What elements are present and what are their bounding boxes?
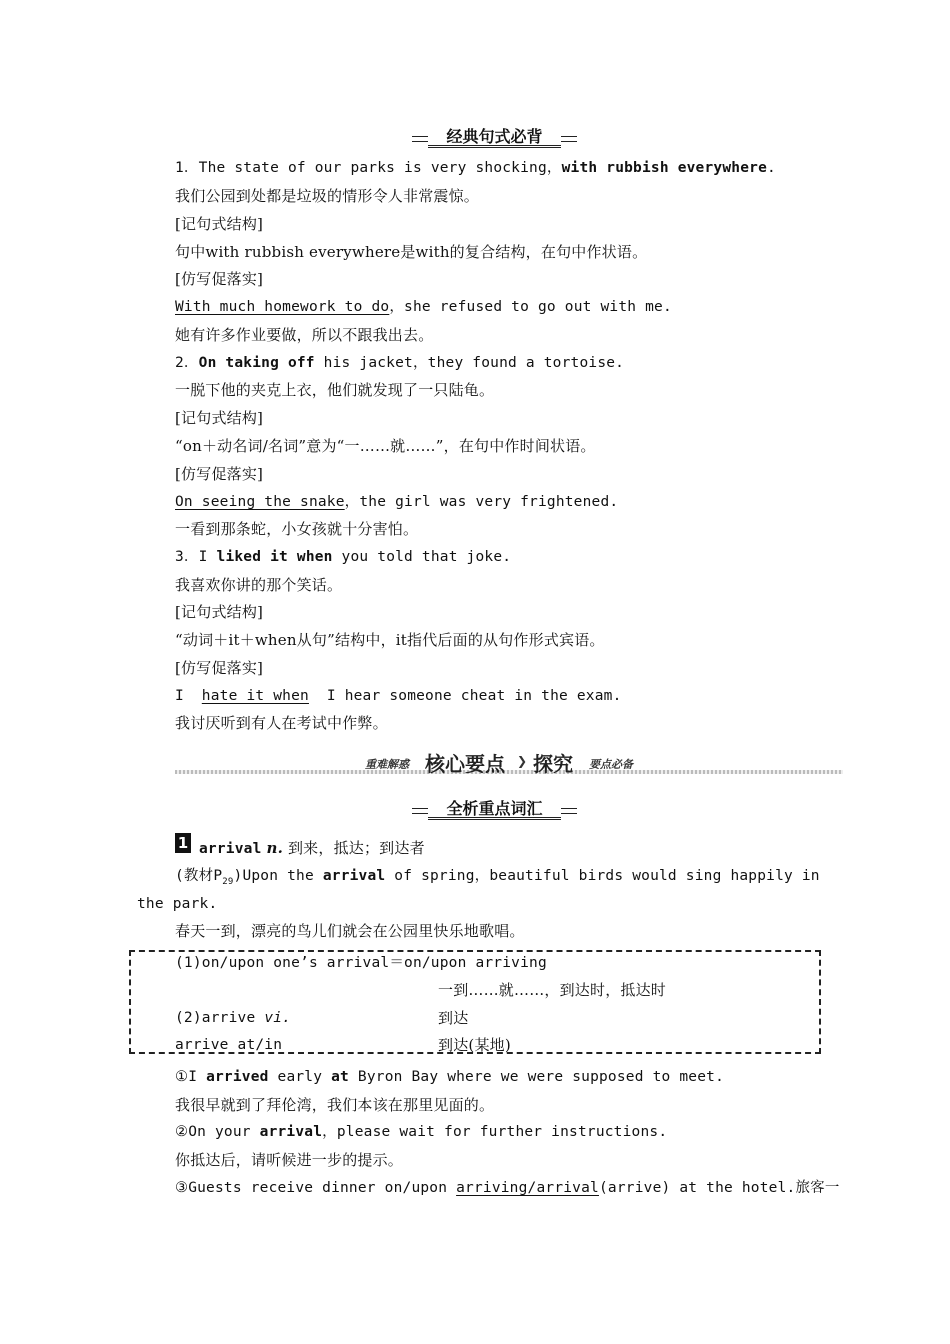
practice-3-cn: 我讨厌听到有人在考试中作弊。 xyxy=(175,714,388,732)
title-bar-left xyxy=(412,808,428,814)
usage-row-3: arrive at/in xyxy=(175,1037,283,1053)
vocab-textbook-example-cn: 春天一到，漂亮的鸟儿们就会在公园里快乐地歌唱。 xyxy=(175,922,525,940)
sentence-3: 3．I liked it when you told that joke. xyxy=(175,549,512,565)
practice-2: On seeing the snake，the girl was very frightened. xyxy=(175,494,619,510)
vocab-headword: arrival n. 到来，抵达；到达者 xyxy=(199,839,425,857)
sentence-1-cn: 我们公园到处都是垃圾的情形令人非常震惊。 xyxy=(175,187,480,205)
practice-2-cn: 一看到那条蛇，小女孩就十分害怕。 xyxy=(175,520,419,538)
sentence-1: 1．The state of our parks is very shocking，with rubbish everywhere. xyxy=(175,160,776,176)
banner-arrow-icon: ❯ xyxy=(517,754,528,768)
banner-right-label: 要点必备 xyxy=(589,758,633,771)
core-points-banner xyxy=(175,748,843,776)
title-bar-left xyxy=(412,136,428,142)
practice-label-1: [仿写促落实] xyxy=(175,270,264,288)
sentence-2: 2．On taking off his jacket，they found a tortoise. xyxy=(175,355,625,371)
usage-row-2: (2)arrive vi. xyxy=(175,1010,292,1026)
usage-row-2-cn: 到达 xyxy=(438,1009,469,1027)
banner-main-b: 探究 xyxy=(533,752,573,776)
example-2: ②On your arrival，please wait for further instructions. xyxy=(175,1124,668,1140)
banner-left-label: 重难解惑 xyxy=(365,758,409,771)
struct-label-1: [记句式结构] xyxy=(175,215,264,233)
struct-note-3: “动词＋it＋when从句”结构中，it指代后面的从句作形式宾语。 xyxy=(175,631,605,649)
sentence-2-cn: 一脱下他的夹克上衣，他们就发现了一只陆龟。 xyxy=(175,381,495,399)
usage-row-3-cn: 到达(某地) xyxy=(438,1036,511,1054)
vocab-number-badge: 1 xyxy=(175,833,191,853)
usage-row-1: (1)on/upon one’s arrival＝on/upon arriving xyxy=(175,955,547,971)
example-1-cn: 我很早就到了拜伦湾，我们本该在那里见面的。 xyxy=(175,1096,495,1114)
banner-main-a: 核心要点 xyxy=(425,752,505,776)
struct-label-3: [记句式结构] xyxy=(175,603,264,621)
practice-label-3: [仿写促落实] xyxy=(175,659,264,677)
vocab-textbook-example-cont: the park. xyxy=(137,896,218,912)
practice-1: With much homework to do，she refused to go out with me. xyxy=(175,299,672,315)
practice-label-2: [仿写促落实] xyxy=(175,465,264,483)
usage-row-1-cn: 一到……就……，到达时，抵达时 xyxy=(438,981,667,999)
struct-note-1: 句中with rubbish everywhere是with的复合结构，在句中作状语。 xyxy=(175,243,648,261)
section-title-classic-sentences: 经典句式必背 xyxy=(412,126,577,148)
practice-1-cn: 她有许多作业要做，所以不跟我出去。 xyxy=(175,326,434,344)
vocab-textbook-example: (教材$P_{29})Upon$ the arrival of spring，beautiful birds would sing happily in xyxy=(175,868,820,887)
banner-rule xyxy=(175,770,843,774)
struct-label-2: [记句式结构] xyxy=(175,409,264,427)
example-1: ①I arrived early at Byron Bay where we were supposed to meet. xyxy=(175,1069,725,1085)
title-bar-right xyxy=(561,136,577,142)
sentence-3-cn: 我喜欢你讲的那个笑话。 xyxy=(175,576,343,594)
section-title-key-vocabulary: 全析重点词汇 xyxy=(412,798,577,820)
title-bar-right xyxy=(561,808,577,814)
practice-3: I hate it when I hear someone cheat in the exam. xyxy=(175,688,622,704)
struct-note-2: “on＋动名词/名词”意为“一……就……”，在句中作时间状语。 xyxy=(175,437,596,455)
example-3: ③Guests receive dinner on/upon arriving/arrival(arrive) at the hotel.旅客一 xyxy=(175,1180,840,1196)
example-2-cn: 你抵达后，请听候进一步的提示。 xyxy=(175,1151,404,1169)
